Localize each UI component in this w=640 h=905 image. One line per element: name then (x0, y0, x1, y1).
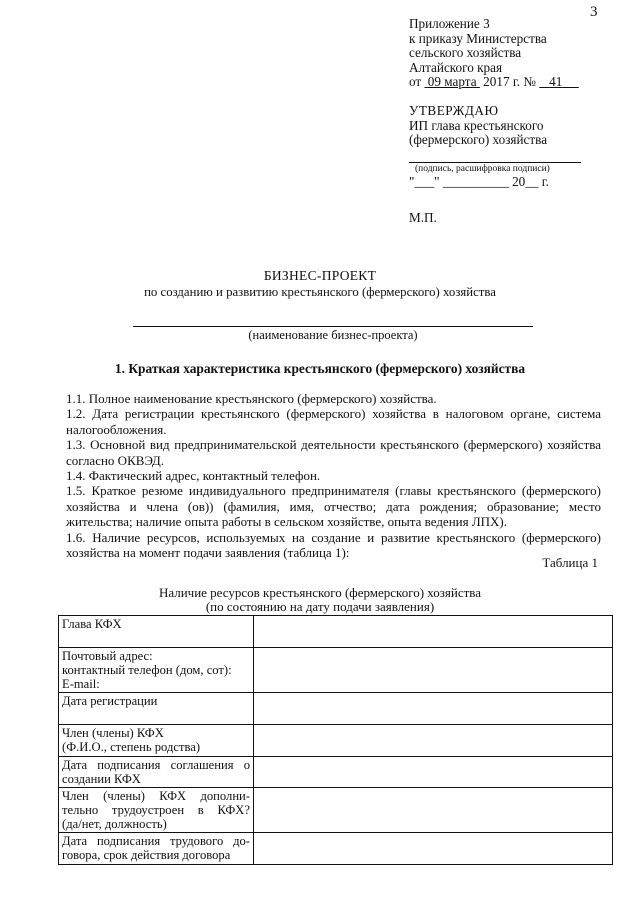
appendix-line: сельского хозяйства (409, 45, 522, 61)
row-value-cell[interactable] (254, 833, 613, 865)
order-year: 2017 г. № (483, 74, 536, 90)
paragraph: 1.6. Наличие ресурсов, используемых на создание и развитие крестьянского (фермерского) хозяйства на момент подачи заявления (таблица 1): (66, 529, 601, 561)
row-label: Почтовый адрес: контактный телефон (дом, сот): E-mail: (59, 648, 254, 693)
row-value-cell[interactable] (254, 725, 613, 757)
table-title-line: (по состоянию на дату подачи заявления) (205, 599, 435, 615)
table-title-line: Наличие ресурсов крестьянского (фермерского) хозяйства (158, 585, 482, 600)
order-date: 09 марта (427, 74, 477, 90)
approver-line: ИП глава крестьянского (409, 117, 544, 133)
paragraph: 1.5. Краткое резюме индивидуального предпринимателя (главы крестьянского (фермерского) хозяйства и члена (ов)) (фамилия, имя, отчество; дата рождения; образование; место жительства; наличие опыта работы в сельском хозяйстве, опыта ведения ЛПХ). (66, 483, 601, 530)
document-title: БИЗНЕС-ПРОЕКТ (263, 268, 377, 283)
resources-table (58, 615, 613, 865)
table-row (59, 616, 613, 648)
page-number: 3 (590, 4, 598, 20)
table-row (59, 788, 613, 833)
stamp-place: М.П. (409, 210, 437, 226)
row-value-cell[interactable] (254, 648, 613, 693)
paragraph: 1.4. Фактический адрес, контактный телефон. (66, 468, 321, 484)
row-value-cell[interactable] (254, 616, 613, 648)
approval-date: "___" __________ 20__ г. (409, 173, 549, 189)
row-value-cell[interactable] (254, 693, 613, 725)
approver-line: (фермерского) хозяйства (409, 132, 548, 148)
order-from: от (409, 74, 422, 90)
row-label: Член (члены) КФХ дополни- тельно трудоустроен в КФХ? (да/нет, должность) (59, 788, 254, 833)
signature-caption: (подпись, расшифровка подписи) (415, 163, 550, 174)
row-value-cell[interactable] (254, 788, 613, 833)
row-label: Дата подписания трудового до- говора, срок действия договора (59, 833, 254, 865)
order-number: 41 (549, 74, 563, 90)
row-label: Член (члены) КФХ (Ф.И.О., степень родства) (59, 725, 254, 757)
appendix-line: к приказу Министерства (409, 30, 547, 46)
approve-title: УТВЕРЖДАЮ (409, 102, 499, 118)
paragraph: 1.2. Дата регистрации крестьянского (фермерского) хозяйства в налоговом органе, система налогообложения. (66, 406, 601, 437)
table-title (0, 586, 640, 615)
table-row (59, 833, 613, 865)
row-label: Дата регистрации (59, 693, 254, 725)
row-label: Глава КФХ (59, 616, 254, 648)
project-name-line (133, 326, 533, 327)
appendix-line: Приложение 3 (409, 16, 490, 31)
row-value-cell[interactable] (254, 757, 613, 788)
approval-block (409, 17, 581, 226)
table-row (59, 757, 613, 788)
table-row (59, 648, 613, 693)
paragraph: 1.3. Основной вид предпринимательской деятельности крестьянского (фермерского) хозяйства согласно ОКВЭД. (66, 437, 601, 468)
section-body (66, 391, 601, 560)
table-label: Таблица 1 (542, 555, 598, 570)
row-label: Дата подписания соглашения о создании КФХ (59, 757, 254, 788)
paragraph: 1.1. Полное наименование крестьянского (фермерского) хозяйства. (66, 391, 437, 406)
document-subtitle: по созданию и развитию крестьянского (фермерского) хозяйства (144, 285, 496, 299)
order-line (409, 75, 581, 90)
project-name-caption: (наименование бизнес-проекта) (248, 328, 418, 342)
appendix-line: Алтайского края (409, 59, 503, 75)
table-row (59, 725, 613, 757)
section-heading: 1. Краткая характеристика крестьянского (фермерского) хозяйства (114, 361, 526, 376)
table-row (59, 693, 613, 725)
